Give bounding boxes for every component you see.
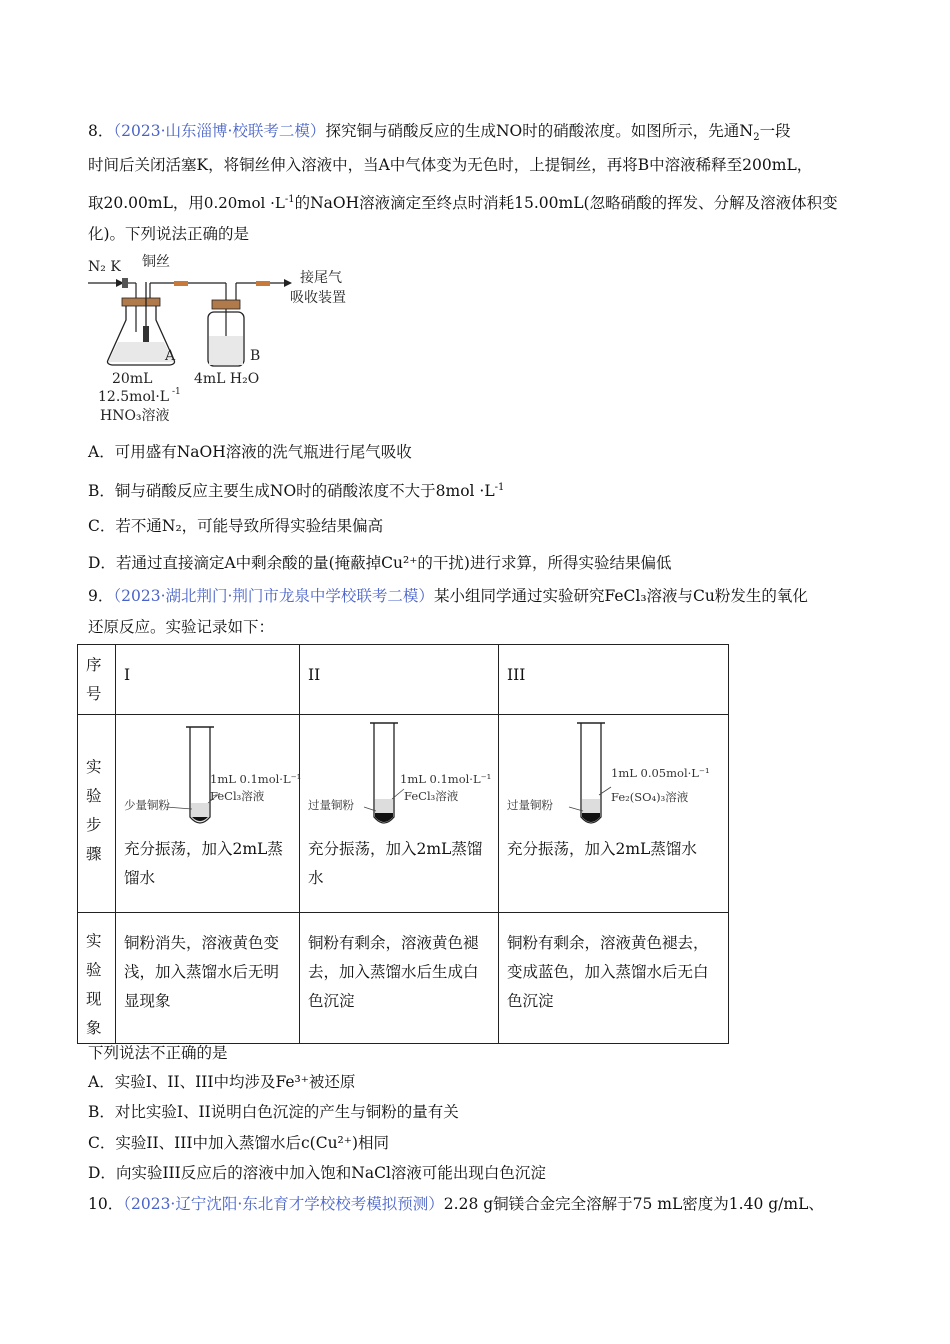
tube-i-diagram	[124, 715, 304, 835]
outlet-arrowhead	[284, 279, 292, 287]
tube-ii-diagram	[308, 715, 498, 835]
table-row-steps	[78, 715, 729, 913]
q9-line-1: 9．（2023·湖北荆门·荆门市龙泉中学校联考二模）某小组同学通过实验研究FeCl₃溶液与Cu粉发生的氧化	[88, 587, 808, 605]
q9-option-c[interactable]: C．实验II、III中加入蒸馏水后c(Cu²⁺)相同	[88, 1134, 390, 1152]
q9-option-d[interactable]: D．向实验III反应后的溶液中加入饱和NaCl溶液可能出现白色沉淀	[88, 1164, 546, 1182]
q8-line-2: 时间后关闭活塞K，将铜丝伸入溶液中，当A中气体变为无色时，上提铜丝，再将B中溶液稀释至200mL，	[88, 156, 813, 174]
q8-line-3: 取20.00mL，用$0.20mol \cdot L^{-1}$的NaOH溶液滴定至终点时消耗15.00mL(忽略硝酸的挥发、分解及溶液体积变	[88, 194, 838, 213]
svg-text:过量铜粉: 过量铜粉	[507, 798, 553, 812]
stopper-b	[212, 300, 240, 309]
a-concentration: 12.5mol·L	[98, 389, 170, 405]
q9-prompt: 下列说法不正确的是	[88, 1044, 228, 1062]
q8-source[interactable]: （2023·山东淄博·校联考二模）	[113, 122, 326, 140]
q9-option-a[interactable]: A．实验I、II、III中均涉及Fe³⁺被还原	[88, 1073, 356, 1091]
svg-text:少量铜粉: 少量铜粉	[124, 798, 170, 812]
q9-number: 9．	[88, 587, 114, 605]
col-i: I	[116, 645, 300, 715]
step-iii-text: 充分振荡，加入2mL蒸馏水	[507, 840, 697, 858]
tail-gas-label-2: 吸收装置	[290, 290, 346, 306]
label-a: A	[165, 348, 176, 364]
svg-text:FeCl₃溶液: FeCl₃溶液	[404, 789, 459, 803]
table-row-header	[78, 645, 729, 715]
n2-k-label: N₂ K	[88, 259, 121, 275]
step-ii	[300, 715, 499, 913]
table-row-observations	[78, 913, 729, 1044]
svg-text:1mL 0.1mol·L⁻¹: 1mL 0.1mol·L⁻¹	[400, 772, 492, 786]
step-iii	[499, 715, 729, 913]
step-i-text: 充分振荡，加入2mL蒸馏水	[124, 840, 283, 887]
copper-coil	[143, 326, 149, 342]
q10-source[interactable]: （2023·辽宁沈阳·东北育才学校校考模拟预测）	[123, 1195, 444, 1213]
stopcock-k	[122, 278, 128, 288]
col-iii: III	[499, 645, 729, 715]
header-seq: 序号	[78, 645, 116, 715]
experiment-table	[77, 644, 729, 1044]
svg-text:-1: -1	[172, 387, 181, 397]
apparatus-diagram	[86, 252, 376, 432]
header-observations: 实验现象	[78, 913, 116, 1044]
a-volume: 20mL	[112, 371, 153, 387]
b-label: 4mL H₂O	[194, 371, 260, 387]
q8-number: 8．	[88, 122, 114, 140]
svg-text:FeCl₃溶液: FeCl₃溶液	[210, 789, 265, 803]
tail-gas-label-1: 接尾气	[300, 270, 342, 286]
q8-line-4: 化)。下列说法正确的是	[88, 225, 250, 243]
q9-line-2: 还原反应。实验记录如下：	[88, 618, 275, 636]
label-b: B	[250, 348, 261, 364]
q9-source[interactable]: （2023·湖北荆门·荆门市龙泉中学校联考二模）	[113, 587, 434, 605]
svg-text:1mL 0.05mol·L⁻¹: 1mL 0.05mol·L⁻¹	[611, 766, 710, 780]
tube-joint-2	[256, 281, 270, 286]
svg-text:1mL 0.1mol·L⁻¹: 1mL 0.1mol·L⁻¹	[210, 772, 302, 786]
q8-option-a[interactable]: A．可用盛有NaOH溶液的洗气瓶进行尾气吸收	[88, 443, 412, 461]
q8-option-d[interactable]: D．若通过直接滴定A中剩余酸的量(掩蔽掉Cu²⁺的干扰)进行求算，所得实验结果偏低	[88, 554, 672, 572]
observation-iii: 铜粉有剩余，溶液黄色褪去，变成蓝色，加入蒸馏水后无白色沉淀	[499, 913, 729, 1044]
step-i	[116, 715, 300, 913]
q10-number: 10．	[88, 1195, 124, 1213]
a-solution-name: HNO₃溶液	[100, 408, 170, 424]
q9-option-b[interactable]: B．对比实验I、II说明白色沉淀的产生与铜粉的量有关	[88, 1103, 459, 1121]
tube-joint-1	[174, 281, 188, 286]
header-steps: 实验步骤	[78, 715, 116, 913]
copper-wire-label: 铜丝	[142, 254, 170, 270]
observation-i: 铜粉消失，溶液黄色变浅，加入蒸馏水后无明显现象	[116, 913, 300, 1044]
stopper-a	[122, 298, 160, 306]
col-ii: II	[300, 645, 499, 715]
q8-option-c[interactable]: C．若不通N₂，可能导致所得实验结果偏高	[88, 517, 384, 535]
svg-text:过量铜粉: 过量铜粉	[308, 798, 354, 812]
q8-line-1: 8．（2023·山东淄博·校联考二模）探究铜与硝酸反应的生成NO时的硝酸浓度。如图所示，先通$N_2$一段	[88, 121, 791, 144]
observation-ii: 铜粉有剩余，溶液黄色褪去，加入蒸馏水后生成白色沉淀	[300, 913, 499, 1044]
water-b	[209, 336, 243, 365]
q10-line-1: 10．（2023·辽宁沈阳·东北育才学校校考模拟预测）2.28 g铜镁合金完全溶解于75 mL密度为1.40 g/mL、	[88, 1195, 824, 1213]
svg-text:Fe₂(SO₄)₃溶液: Fe₂(SO₄)₃溶液	[611, 790, 689, 804]
tube-iii-diagram	[507, 715, 727, 835]
q8-option-b[interactable]: B．铜与硝酸反应主要生成NO时的硝酸浓度不大于$8mol \cdot L^{-1}$	[88, 482, 505, 501]
step-ii-text: 充分振荡，加入2mL蒸馏水	[308, 840, 483, 887]
